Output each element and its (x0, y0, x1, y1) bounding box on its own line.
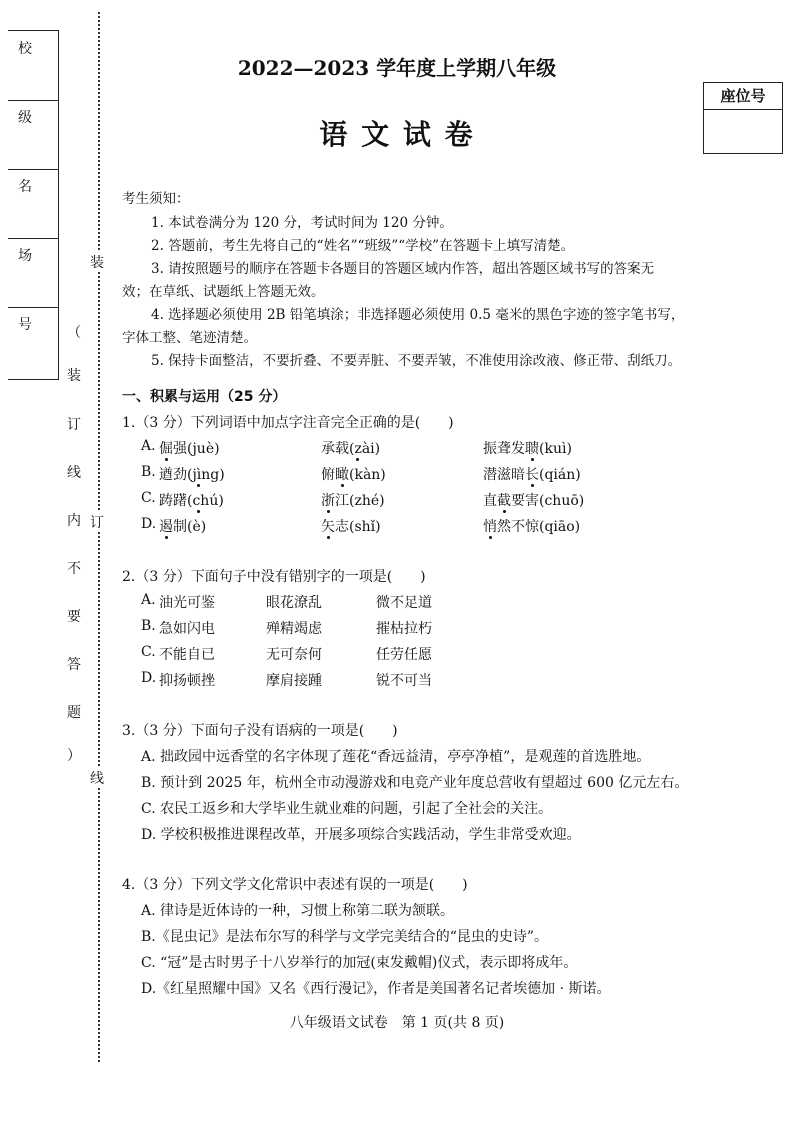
info-label-class: 级 (18, 110, 32, 126)
option-word: 锐不可当 (376, 673, 432, 689)
option-word: 矢志(shǐ) (321, 519, 381, 535)
exam-year-title: 2022—2023 学年度上学期八年级 (237, 56, 557, 80)
binding-mark-ding: 订 (90, 512, 104, 532)
section-title: 一、积累与运用（25 分） (122, 389, 287, 405)
notice-item-cont: 效；在草纸、试题纸上答题无效。 (122, 284, 325, 300)
option-word: 承载(zài) (321, 441, 381, 457)
seat-number-box (703, 82, 783, 154)
binding-note-char: 要 (67, 609, 81, 625)
binding-note-char: 题 (67, 705, 81, 721)
option-word: 遏制(è) (159, 519, 207, 535)
option-word: 任劳任愿 (376, 647, 432, 663)
option-letter: B. (141, 464, 156, 480)
option-word: 悄然不惊(qiāo) (483, 519, 581, 535)
option-word: 急如闪电 (159, 621, 215, 637)
option-word: 遒劲(jìng) (159, 467, 225, 483)
notice-heading: 考生须知： (122, 191, 190, 207)
option-sentence: D. 学校积极推进课程改革，开展多项综合实践活动，学生非常受欢迎。 (141, 827, 581, 843)
option-word: 抑扬顿挫 (159, 673, 215, 689)
notice-item-cont: 字体工整、笔迹清楚。 (122, 330, 257, 346)
question-stem: 4.（3 分）下列文学文化常识中表述有误的一项是( ) (122, 877, 468, 893)
notice-item: 5. 保持卡面整洁，不要折叠、不要弄脏、不要弄皱，不准使用涂改液、修正带、刮纸刀。 (151, 353, 682, 369)
option-sentence: B. 预计到 2025 年，杭州全市动漫游戏和电竞产业年度总营收有望超过 600 亿元左右。 (141, 775, 689, 791)
binding-note-char: 线 (67, 465, 81, 481)
option-word: 俯瞰(kàn) (321, 467, 386, 483)
info-label-number: 号 (18, 317, 32, 333)
option-sentence: D.《红星照耀中国》又名《西行漫记》，作者是美国著名记者埃德加 · 斯诺。 (141, 981, 611, 997)
notice-item: 4. 选择题必须使用 2B 铅笔填涂；非选择题必须使用 0.5 毫米的黑色字迹的签字笔书写， (151, 307, 685, 323)
info-label-room: 场 (18, 248, 32, 264)
option-sentence: A. 拙政园中远香堂的名字体现了莲花“香远益清，亭亭净植”，是观莲的首选胜地。 (141, 749, 651, 765)
student-info-box (8, 30, 59, 380)
seat-number-label: 座位号 (704, 83, 782, 110)
option-word: 殚精竭虑 (266, 621, 322, 637)
binding-dotted-line (98, 12, 100, 1062)
info-label-name: 名 (18, 179, 32, 195)
binding-note-char: 装 (67, 368, 81, 384)
option-letter: A. (141, 592, 156, 608)
notice-item: 1. 本试卷满分为 120 分，考试时间为 120 分钟。 (151, 215, 453, 231)
option-letter: A. (141, 438, 156, 454)
binding-note-char: （ (67, 325, 81, 341)
option-word: 潜滋暗长(qián) (483, 467, 581, 483)
question-stem: 3.（3 分）下面句子没有语病的一项是( ) (122, 723, 398, 739)
info-label-school: 校 (18, 41, 32, 57)
option-letter: C. (141, 490, 156, 506)
option-sentence: C. “冠”是古时男子十八岁举行的加冠(束发戴帽)仪式，表示即将成年。 (141, 955, 578, 971)
page-footer: 八年级语文试卷 第 1 页(共 8 页) (289, 1015, 505, 1031)
option-word: 浙江(zhé) (321, 493, 385, 509)
question-stem: 2.（3 分）下面句子中没有错别字的一项是( ) (122, 569, 426, 585)
option-letter: D. (141, 670, 157, 686)
exam-subject-title: 语 文 试 卷 (319, 118, 475, 151)
option-word: 微不足道 (376, 595, 432, 611)
option-sentence: C. 农民工返乡和大学毕业生就业难的问题，引起了全社会的关注。 (141, 801, 553, 817)
binding-note-char: 内 (67, 513, 81, 529)
option-word: 直截要害(chuō) (483, 493, 585, 509)
divider (8, 238, 58, 239)
option-sentence: A. 律诗是近体诗的一种，习惯上称第二联为颔联。 (141, 903, 455, 919)
option-word: 踌躇(chú) (159, 493, 224, 509)
binding-note-char: 不 (67, 561, 81, 577)
option-word: 摧枯拉朽 (376, 621, 432, 637)
binding-note-char: ） (67, 748, 81, 764)
option-word: 倔强(juè) (159, 441, 220, 457)
binding-note-char: 答 (67, 657, 81, 673)
option-letter: D. (141, 516, 157, 532)
option-letter: B. (141, 618, 156, 634)
option-word: 无可奈何 (266, 647, 322, 663)
option-word: 眼花潦乱 (266, 595, 322, 611)
binding-mark-xian: 线 (90, 768, 104, 788)
binding-note-char: 订 (67, 417, 81, 433)
option-sentence: B.《昆虫记》是法布尔写的科学与文学完美结合的“昆虫的史诗”。 (141, 929, 549, 945)
question-stem: 1.（3 分）下列词语中加点字注音完全正确的是( ) (122, 415, 454, 431)
option-letter: C. (141, 644, 156, 660)
option-word: 油光可鉴 (159, 595, 215, 611)
divider (8, 307, 58, 308)
option-word: 振聋发聩(kuì) (483, 441, 572, 457)
notice-item: 2. 答题前，考生先将自己的“姓名”“班级”“学校”在答题卡上填写清楚。 (151, 238, 575, 254)
option-word: 摩肩接踵 (266, 673, 322, 689)
divider (8, 100, 58, 101)
binding-mark-zhuang: 装 (90, 252, 104, 272)
notice-item: 3. 请按照题号的顺序在答题卡各题目的答题区域内作答，超出答题区域书写的答案无 (151, 261, 655, 277)
divider (8, 169, 58, 170)
option-word: 不能自已 (159, 647, 215, 663)
